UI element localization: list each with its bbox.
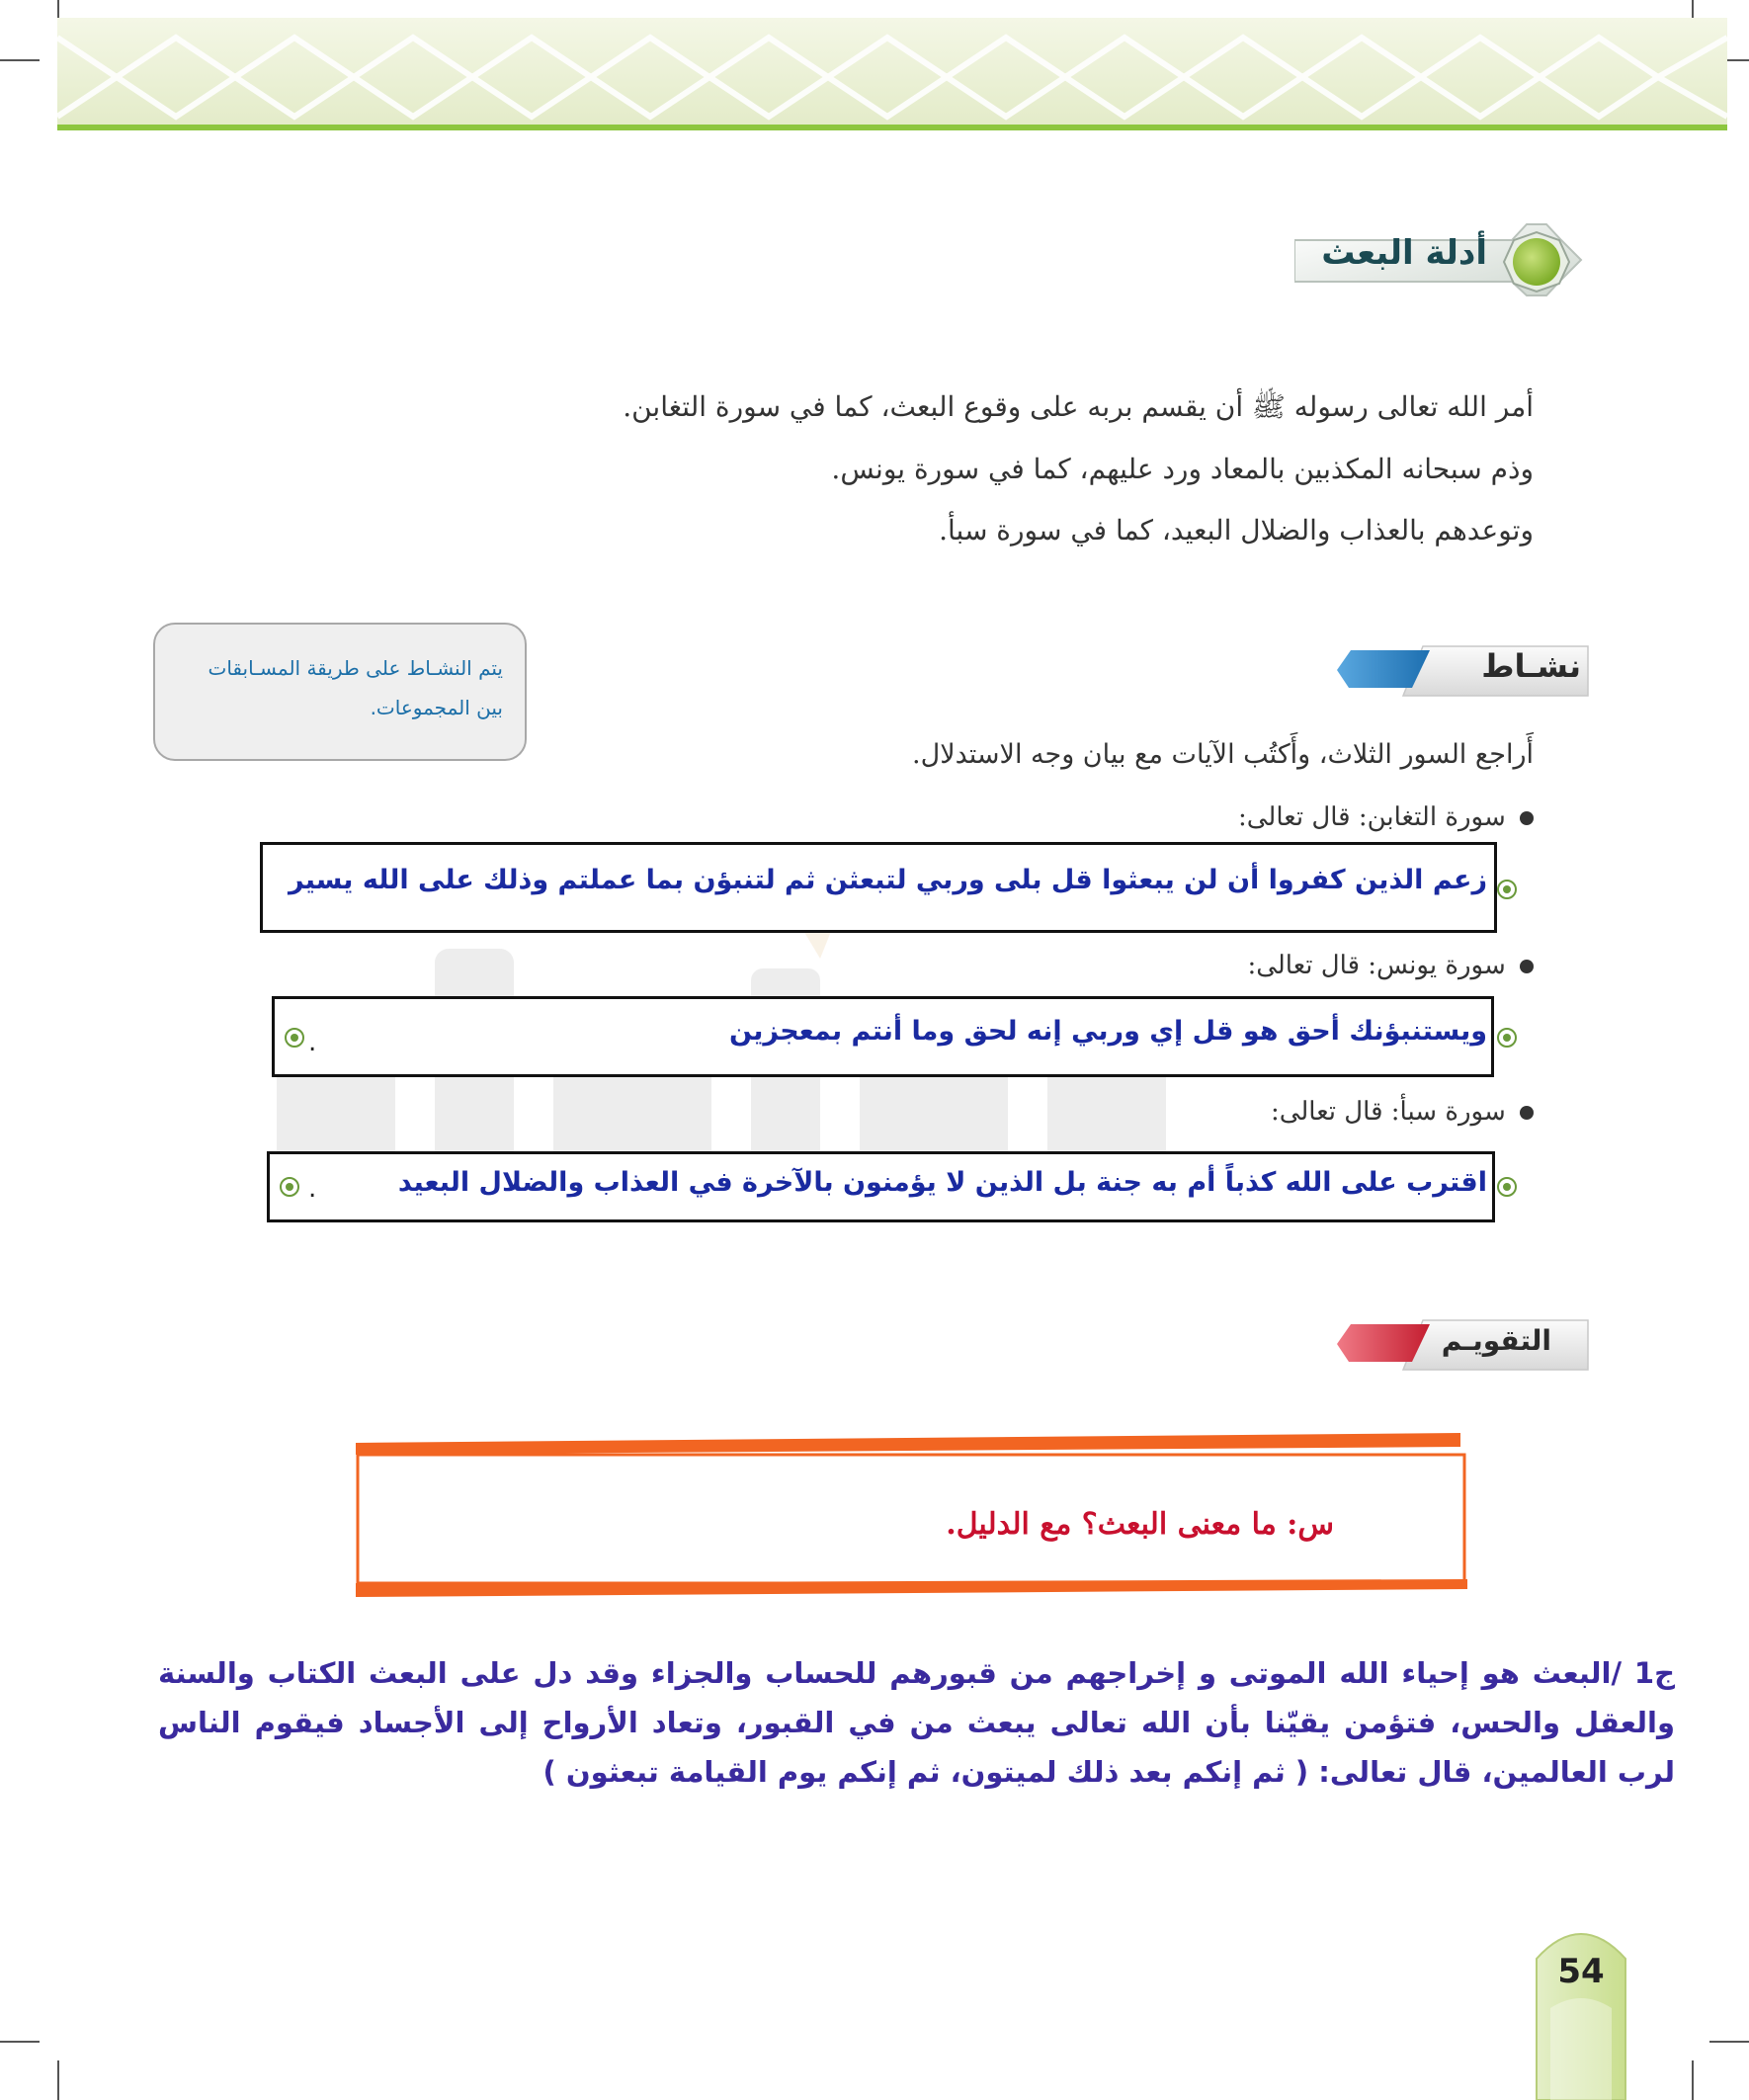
surah-heading-yunus: [1247, 951, 1534, 980]
evaluation-label: التقويـم: [1441, 1324, 1551, 1357]
verse-text-saba: اقترب على الله كذباً أم به جنة بل الذين لا يؤمنون بالآخرة في العذاب والضلال البعيد: [397, 1167, 1487, 1198]
crop-mark: [1692, 2060, 1694, 2100]
intro-line: أمر الله تعالى رسوله ﷺ أن يقسم بربه على وقوع البعث، كما في سورة التغابن.: [623, 390, 1534, 423]
note-line: بين المجموعات.: [370, 696, 503, 719]
intro-line: وتوعدهم بالعذاب والضلال البعيد، كما في سورة سبأ.: [939, 514, 1534, 546]
quran-bracket-ornament-icon: [282, 1025, 307, 1050]
crop-mark: [57, 2060, 59, 2100]
quran-bracket-ornament-icon: [277, 1174, 302, 1200]
crop-mark: [0, 59, 40, 61]
quran-bracket-ornament-icon: [1494, 1174, 1520, 1200]
verse-text-yunus: ويستنبؤنك أحق هو قل إي وربي إنه لحق وما أنتم بمعجزين: [728, 1016, 1487, 1047]
verse-period: .: [308, 1174, 317, 1204]
evaluation-question: س: ما معنى البعث؟ مع الدليل.: [946, 1507, 1334, 1542]
surah-heading-saba: [1271, 1097, 1534, 1127]
page-number: 54: [1557, 1952, 1605, 1991]
bullet-icon: [1520, 1106, 1534, 1120]
quran-bracket-ornament-icon: [1494, 1025, 1520, 1050]
activity-instruction: أَراجع السور الثلاث، وأَكتُب الآيات مع بيان وجه الاستدلال.: [912, 739, 1534, 770]
intro-line: وذم سبحانه المكذبين بالمعاد ورد عليهم، كما في سورة يونس.: [831, 453, 1534, 485]
note-line: يتم النشـاط على طريقة المسـابقات: [208, 656, 503, 680]
bullet-icon: [1520, 811, 1534, 825]
surah-heading-text: سورة يونس: قال تعالى:: [1247, 951, 1506, 980]
crop-mark: [1709, 2041, 1749, 2043]
surah-heading-text: سورة التغابن: قال تعالى:: [1238, 802, 1506, 832]
verse-text-taghabun: زعم الذين كفروا أن لن يبعثوا قل بلى وربي لتبعثن ثم لتنبؤن بما عملتم وذلك على الله يسير: [288, 865, 1487, 895]
activity-label: نشـاط: [1481, 647, 1581, 685]
header-pattern-band: [57, 18, 1727, 134]
activity-note-box: [153, 623, 527, 761]
page-number-tab: [1527, 1919, 1635, 2100]
verse-period: .: [308, 1028, 317, 1057]
crop-mark: [0, 2041, 40, 2043]
evaluation-answer: ج1 /البعث هو إحياء الله الموتى و إخراجهم من قبورهم للحساب والجزاء وقد دل على البعث الكتاب والسنة والعقل والحس، فتؤمن يقيّنا بأن الله تعالى يبعث من في القبور، وتعاد الأرواح إلى الأجساد فيقوم الناس لرب العالمين، قال تعالى: ( ثم إنكم بعد ذلك لميتون، ثم إنكم يوم القيامة تبعثون ): [158, 1656, 1675, 1789]
page-title: أدلة البعث: [1321, 233, 1487, 273]
quran-bracket-ornament-icon: [1494, 877, 1520, 902]
surah-heading-taghabun: [1238, 802, 1534, 832]
surah-heading-text: سورة سبأ: قال تعالى:: [1270, 1097, 1506, 1127]
bullet-icon: [1520, 960, 1534, 973]
